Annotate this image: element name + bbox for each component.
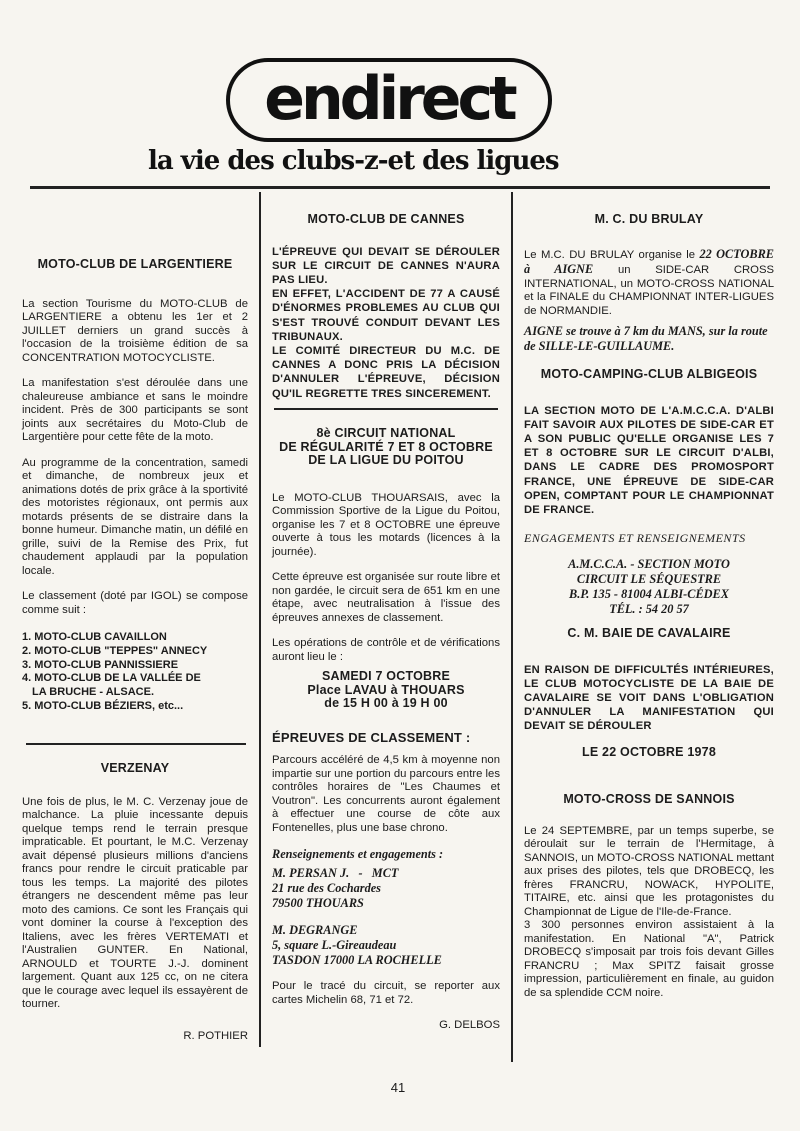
- column-2: [272, 213, 500, 401]
- ranking-item: 2. MOTO-CLUB "TEPPES" ANNECY: [22, 644, 208, 657]
- poitou-heading-line-1: 8è CIRCUIT NATIONAL: [316, 426, 456, 440]
- sannois-paragraph-2: 3 300 personnes environ assistaient à la manifestation. En National "A", Patrick DROBECQ s'imposait par trois fois devant Gilles FRANCRU ; Max SPITZ faisait grosse impression, particulièrement en finale, au guidon de sa splendide CCM noire.: [524, 919, 774, 999]
- contact-2-line-1: M. DEGRANGE: [272, 923, 358, 937]
- article-heading-sannois: MOTO-CROSS DE SANNOIS: [563, 792, 735, 807]
- masthead-rule: [30, 186, 770, 189]
- poitou-heading-line-3: DE LA LIGUE DU POITOU: [308, 453, 464, 467]
- poitou-paragraph-5: Pour le tracé du circuit, se reporter aux cartes Michelin 68, 71 et 72.: [272, 980, 500, 1006]
- contact-1-line-2: 21 rue des Cochardes: [272, 881, 381, 895]
- poitou-classement-heading: ÉPREUVES DE CLASSEMENT :: [272, 729, 471, 745]
- article-heading-verzenay: VERZENAY: [100, 761, 170, 775]
- verzenay-paragraph: Une fois de plus, le M. C. Verzenay joue de malchance. La pluie incessante depuis quelque temps rend le terrain presque impraticable. Et pourtant, le M.C. Verzenay avait dépensé plusieurs millions d'anciens francs pour rendre le circuit praticable par tous les temps. La majorité des pilotes étrangers ne descendent même pas leur moto des camions. Ce sont les Français qui vont dominer la course à l'exception des Italiens, avec les frères VERTEMATI et l'Australien GUNTER. En National, ARNOULD et TOURTE J.-J. dominent largement. Quant aux 125 cc, on ne citera que le courage avec lequel ils essayèrent de tourner.: [22, 795, 248, 1010]
- ranking-item: 4. MOTO-CLUB DE LA VALLÉE DE: [22, 672, 201, 685]
- article-heading-cannes: MOTO-CLUB DE CANNES: [307, 212, 465, 226]
- poitou-paragraph-1: Le MOTO-CLUB THOUARSAIS, avec la Commission Sportive de la Ligue du Poitou, organise les 7 et 8 OCTOBRE une épreuve ouverte à tous les motards (licences à la journée).: [272, 491, 500, 558]
- contact-1-line-3: 79500 THOUARS: [272, 896, 364, 910]
- albigeois-phone: TÉL. : 54 20 57: [609, 602, 689, 617]
- ranking-item: 3. MOTO-CLUB PANNISSIERE: [22, 658, 179, 671]
- page-number: 41: [390, 1080, 406, 1095]
- column-2-poitou: [272, 427, 500, 1033]
- brulay-paragraph-1: [524, 247, 774, 319]
- sannois-paragraph-1: Le 24 SEPTEMBRE, par un temps superbe, se déroulait sur le terrain de l'Hermitage, à SANNOIS, un MOTO-CROSS NATIONAL mettant aux prises des pilotes, tels que DROBECQ, les frères FRANCRU, NOWACK, HYPOLITE, TITAIRE, etc. ainsi que les protagonistes du Championnat de Ligue de l'Ile-de-France.: [524, 824, 774, 918]
- cannes-paragraph-2: EN EFFET, L'ACCIDENT DE 77 A CAUSÉ D'ÉNORMES PROBLEMES AU CLUB QUI S'EST TROUVÉ CONDUIT DEVANT LES TRIBUNAUX.: [272, 288, 500, 343]
- albigeois-address-line-2: CIRCUIT LE SÉQUESTRE: [576, 572, 722, 587]
- largentiere-paragraph-1: La section Tourisme du MOTO-CLUB de LARGENTIERE a obtenu les 1er et 2 JUILLET derniers un grand succès à l'occasion de la troisième édition de sa CONCENTRATION MOTOCYCLISTE.: [22, 297, 248, 364]
- albigeois-address-line-3: B.P. 135 - 81004 ALBI-CÉDEX: [569, 587, 729, 602]
- brulay-intro: Le M.C. DU BRULAY organise le: [524, 248, 696, 261]
- article-heading-cavalaire: C. M. BAIE DE CAVALAIRE: [567, 626, 731, 641]
- albigeois-info-heading: ENGAGEMENTS ET RENSEIGNEMENTS: [524, 531, 746, 546]
- column-divider-right: [511, 192, 513, 1062]
- poitou-signature: G. DELBOS: [439, 1019, 500, 1031]
- poitou-date-line-2: Place LAVAU à THOUARS: [307, 682, 465, 697]
- ranking-item: LA BRUCHE - ALSACE.: [32, 686, 155, 699]
- ranking-item: 5. MOTO-CLUB BÉZIERS, etc...: [22, 699, 184, 712]
- poitou-paragraph-2: Cette épreuve est organisée sur route libre et non gardée, le circuit sera de 651 km en une étape, avec neutralisation à l'issue des épreuves annexes de classement.: [272, 571, 500, 624]
- albigeois-address-line-1: A.M.C.C.A. - SECTION MOTO: [568, 557, 730, 572]
- masthead-subtitle: la vie des clubs-z-et des ligues: [148, 146, 559, 176]
- cavalaire-date: LE 22 OCTOBRE 1978: [582, 744, 716, 759]
- ranking-list: [22, 631, 248, 714]
- article-heading-brulay: M. C. DU BRULAY: [594, 212, 704, 226]
- largentiere-paragraph-3: Au programme de la concentration, samedi et dimanche, de nombreux jeux et animations dotés de prix grâce à la sportivité des motoristes régionaux, ont permis aux motards présents de se distraire dans la bonne humeur. Dimanche matin, un défilé en grille, suivi de la Remise des Prix, fut chaudement applaudi par la population locale.: [22, 456, 248, 577]
- column-1: [22, 258, 248, 714]
- contact-1-line-1: M. PERSAN J. - MCT: [272, 866, 399, 880]
- poitou-date-line-1: SAMEDI 7 OCTOBRE: [322, 669, 450, 683]
- contact-2-line-2: 5, square L.-Gireaudeau: [272, 938, 397, 952]
- column-1-lower: [22, 762, 248, 1043]
- cavalaire-paragraph: EN RAISON DE DIFFICULTÉS INTÉRIEURES, LE CLUB MOTOCYCLISTE DE LA BAIE DE CAVALAIRE SE VOIT DANS L'OBLIGATION D'ANNULER LA MANIFESTATION QUI DEVAIT SE DÉROULER: [524, 663, 774, 733]
- ranking-item: 1. MOTO-CLUB CAVAILLON: [22, 631, 167, 643]
- section-rule-col2: [274, 408, 498, 410]
- cannes-paragraph-1: L'ÉPREUVE QUI DEVAIT SE DÉROULER SUR LE CIRCUIT DE CANNES N'AURA PAS LIEU.: [272, 245, 500, 286]
- poitou-paragraph-4: Parcours accéléré de 4,5 km à moyenne non impartie sur une portion du parcours entre les contrôles horaires de "Les Chaumes et Voutron". Les concurrents auront également à effectuer une course de côte aux Fontenelles, plus une base chrono.: [272, 754, 500, 834]
- cannes-paragraph-3: LE COMITÉ DIRECTEUR DU M.C. DE CANNES A DONC PRIS LA DÉCISION D'ANNULER L'ÉPREUVE, DÉCISION QU'IL REGRETTE TRES SINCEREMENT.: [272, 344, 500, 400]
- poitou-info-heading: Renseignements et engagements :: [272, 847, 444, 861]
- article-heading-largentiere: MOTO-CLUB DE LARGENTIERE: [37, 257, 233, 271]
- brulay-paragraph-2: AIGNE se trouve à 7 km du MANS, sur la route de SILLE-LE-GUILLAUME.: [524, 324, 768, 353]
- verzenay-signature: R. POTHIER: [183, 1029, 248, 1042]
- brulay-date: 22 OCTOBRE à AIGNE: [524, 246, 775, 276]
- largentiere-paragraph-2: La manifestation s'est déroulée dans une chaleureuse ambiance et sans le moindre incident. Près de 300 participants se sont joints aux secrétaires du Moto-Club de Largentière pour cette fête de la moto.: [22, 377, 248, 443]
- albigeois-paragraph: LA SECTION MOTO DE L'A.M.C.C.A. D'ALBI FAIT SAVOIR AUX PILOTES DE SIDE-CAR ET A SON PUBLIC QU'ELLE ORGANISE LES 7 ET 8 OCTOBRE SUR LE CIRCUIT D'ALBI, DANS LE CADRE DES PROMOSPORT FRANCE, UNE ÉPREUVE DE SIDE-CAR OPEN, COMPTANT POUR LE CHAMPIONNAT DE FRANCE.: [524, 404, 774, 516]
- brulay-details: un SIDE-CAR CROSS INTERNATIONAL, un MOTO-CROSS NATIONAL et la FINALE du CHAMPIONNAT INTER-LIGUES de NORMANDIE.: [524, 264, 775, 317]
- poitou-heading-line-2: DE RÉGULARITÉ 7 ET 8 OCTOBRE: [279, 439, 493, 454]
- article-heading-albigeois: MOTO-CAMPING-CLUB ALBIGEOIS: [540, 367, 758, 381]
- column-divider-left: [259, 192, 261, 1047]
- contact-2-line-3: TASDON 17000 LA ROCHELLE: [272, 953, 442, 967]
- column-3: [524, 213, 774, 1012]
- poitou-paragraph-3: Les opérations de contrôle et de vérifications auront lieu le :: [272, 637, 500, 663]
- largentiere-paragraph-4: Le classement (doté par IGOL) se compose comme suit :: [22, 590, 248, 616]
- poitou-date-line-3: de 15 H 00 à 19 H 00: [324, 696, 448, 710]
- section-rule-col1: [26, 743, 246, 745]
- masthead-title: endirect: [226, 58, 552, 142]
